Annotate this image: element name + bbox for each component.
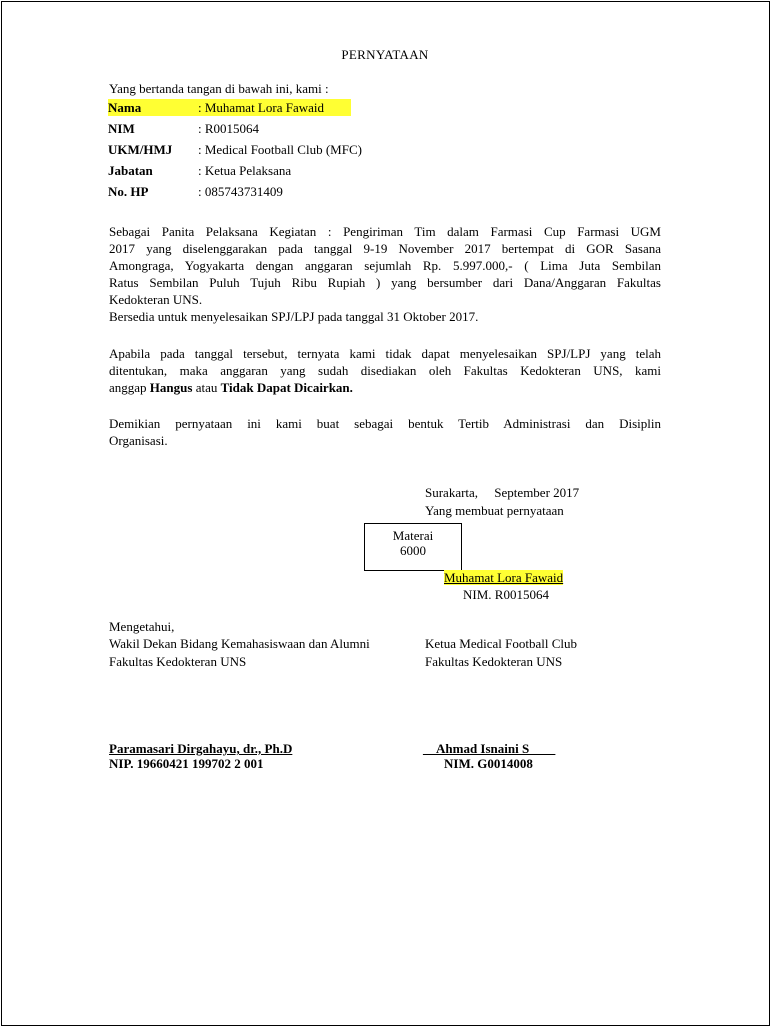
- left-signer-nip: NIP. 19660421 199702 2 001: [109, 756, 264, 771]
- paragraph-line: Organisasi.: [109, 433, 168, 448]
- right-signer-nim: NIM. G0014008: [444, 756, 533, 771]
- field-label: No. HP: [108, 184, 149, 199]
- materai-value: 6000: [400, 543, 426, 558]
- paragraph-line: [109, 379, 661, 396]
- left-signer-role: Wakil Dekan Bidang Kemahasiswaan dan Alumni: [109, 636, 370, 651]
- bold-term-hangus: Hangus: [149, 380, 193, 395]
- field-value: : R0015064: [198, 121, 260, 136]
- paragraph-line: Bersedia untuk menyelesaikan SPJ/LPJ pada tanggal 31 Oktober 2017.: [109, 309, 479, 324]
- field-label: Nama: [108, 100, 142, 115]
- place-date: Surakarta, September 2017: [425, 485, 580, 500]
- paragraph-line: 2017 yang diselenggarakan pada tanggal 9-19 November 2017 bertempat di GOR Sasana: [109, 241, 661, 256]
- left-signer-faculty: Fakultas Kedokteran UNS: [109, 654, 247, 669]
- field-label: NIM: [108, 121, 135, 136]
- field-value: : Muhamat Lora Fawaid: [198, 100, 324, 115]
- signer-name: [444, 570, 563, 586]
- paragraph-line: Amongraga, Yogyakarta dengan anggaran sejumlah Rp. 5.997.000,- ( Lima Juta Sembilan: [109, 258, 661, 273]
- maker-caption: Yang membuat pernyataan: [425, 503, 564, 518]
- acknowledge-heading: Mengetahui,: [109, 619, 175, 634]
- materai-stamp-box: [364, 523, 462, 571]
- document-title: PERNYATAAN: [341, 47, 429, 62]
- paragraph-line: Apabila pada tanggal tersebut, ternyata kami tidak dapat menyelesaikan SPJ/LPJ yang telah: [109, 346, 661, 361]
- text-span: atau: [192, 380, 221, 395]
- right-signer-name: __Ahmad Isnaini S____: [423, 741, 556, 756]
- field-value: : Ketua Pelaksana: [198, 163, 292, 178]
- right-signer-role: Ketua Medical Football Club: [425, 636, 578, 651]
- paragraph-line: Demikian pernyataan ini kami buat sebagai bentuk Tertib Administrasi dan Disiplin: [109, 416, 661, 431]
- paragraph-kegiatan: [109, 223, 661, 325]
- paragraph-penutup: [109, 415, 661, 449]
- paragraph-line: Kedokteran UNS.: [109, 292, 203, 307]
- materai-label: Materai: [392, 528, 434, 543]
- text-span: anggap: [109, 380, 150, 395]
- paragraph-sanksi: [109, 345, 661, 396]
- paragraph-line: ditentukan, maka anggaran yang sudah disediakan oleh Fakultas Kedokteran UNS, kami: [109, 363, 661, 378]
- field-label: Jabatan: [108, 163, 153, 178]
- field-value: : 085743731409: [198, 184, 283, 199]
- intro-text: Yang bertanda tangan di bawah ini, kami :: [109, 81, 329, 96]
- bold-term-tidak-dicairkan: Tidak Dapat Dicairkan.: [220, 380, 353, 395]
- paragraph-line: Ratus Sembilan Puluh Tujuh Ribu Rupiah ) yang bersumber dari Dana/Anggaran Fakultas: [109, 275, 661, 290]
- paragraph-line: Sebagai Panita Pelaksana Kegiatan : Pengiriman Tim dalam Farmasi Cup Farmasi UGM: [109, 224, 661, 239]
- field-value: : Medical Football Club (MFC): [198, 142, 362, 157]
- right-signer-faculty: Fakultas Kedokteran UNS: [425, 654, 563, 669]
- left-signer-name: Paramasari Dirgahayu, dr., Ph.D: [109, 741, 293, 756]
- signer-name-text: Muhamat Lora Fawaid: [444, 570, 564, 585]
- field-label: UKM/HMJ: [108, 142, 173, 157]
- field-row-nama: [108, 99, 351, 116]
- signer-nim: NIM. R0015064: [463, 587, 549, 602]
